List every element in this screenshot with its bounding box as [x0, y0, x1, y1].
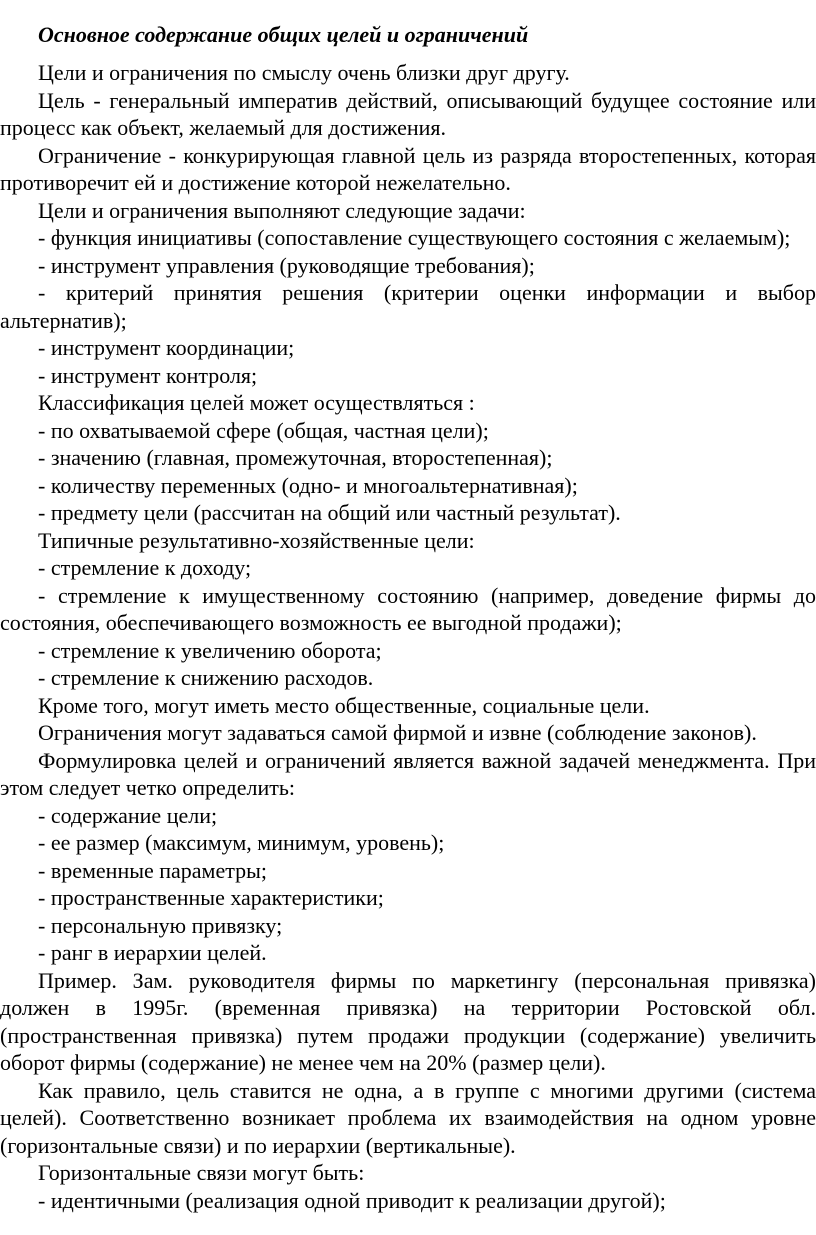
- list-item: - ранг в иерархии целей.: [38, 940, 267, 965]
- list-item: - пространственные характеристики;: [38, 885, 384, 910]
- list-item: - стремление к имущественному состоянию (например, доведение фирмы до состояния, обеспечивающего возможность ее выгодной продажи);: [0, 582, 816, 635]
- list-item: - идентичными (реализация одной приводит к реализации другой);: [38, 1187, 666, 1213]
- paragraph: Пример. Зам. руководителя фирмы по маркетингу (персональная привязка) должен в 1995г. (временная привязка) на территории Ростовской обл. (пространственная привязка) путем продажи продукции (содержание) увеличить оборот фирмы (содержание) не менее чем на 20% (размер цели).: [0, 967, 816, 1075]
- paragraph: Цель - генеральный императив действий, описывающий будущее состояние или процесс как объект, желаемый для достижения.: [0, 87, 816, 140]
- list-item: - критерий принятия решения (критерии оценки информации и выбор альтернатив);: [0, 280, 816, 333]
- paragraph: Горизонтальные связи могут быть:: [38, 1160, 365, 1185]
- paragraph: Типичные результативно-хозяйственные цели:: [38, 527, 475, 553]
- paragraph: Цели и ограничения по смыслу очень близки друг другу.: [38, 60, 570, 85]
- paragraph: Формулировка целей и ограничений является важной задачей менеджмента. При этом следует четко определить:: [0, 747, 816, 800]
- paragraph: Как правило, цель ставится не одна, а в группе с многими другими (система целей). Соответственно возникает проблема их взаимодействия на одном уровне (горизонтальные связи) и по иерархии (вертикальные).: [0, 1077, 816, 1158]
- list-item: - инструмент управления (руководящие требования);: [38, 252, 535, 278]
- list-item: - персональную привязку;: [38, 912, 283, 938]
- list-item: - функция инициативы (сопоставление существующего состояния с желаемым);: [38, 225, 791, 250]
- list-item: - предмету цели (рассчитан на общий или частный результат).: [38, 500, 621, 525]
- list-item: - содержание цели;: [38, 802, 218, 828]
- list-item: - временные параметры;: [38, 857, 268, 883]
- list-item: - инструмент контроля;: [38, 362, 258, 388]
- list-item: - количеству переменных (одно- и многоальтернативная);: [38, 472, 578, 498]
- list-item: - по охватываемой сфере (общая, частная цели);: [38, 417, 489, 443]
- document-title: Основное содержание общих целей и ограничений: [38, 22, 529, 47]
- list-item: - значению (главная, промежуточная, второстепенная);: [38, 445, 553, 470]
- list-item: - ее размер (максимум, минимум, уровень);: [38, 830, 445, 855]
- list-item: - стремление к доходу;: [38, 555, 252, 580]
- list-item: - стремление к снижению расходов.: [38, 665, 374, 690]
- paragraph: Ограничения могут задаваться самой фирмой и извне (соблюдение законов).: [38, 720, 757, 745]
- paragraph: Ограничение - конкурирующая главной цель из разряда второстепенных, которая противоречит ей и достижение которой нежелательно.: [0, 142, 816, 195]
- paragraph: Классификация целей может осуществляться :: [38, 390, 475, 415]
- paragraph: Цели и ограничения выполняют следующие задачи:: [38, 197, 526, 223]
- list-item: - инструмент координации;: [38, 335, 295, 360]
- list-item: - стремление к увеличению оборота;: [38, 637, 382, 663]
- document-body: [0, 59, 816, 1214]
- paragraph: Кроме того, могут иметь место общественные, социальные цели.: [38, 692, 650, 718]
